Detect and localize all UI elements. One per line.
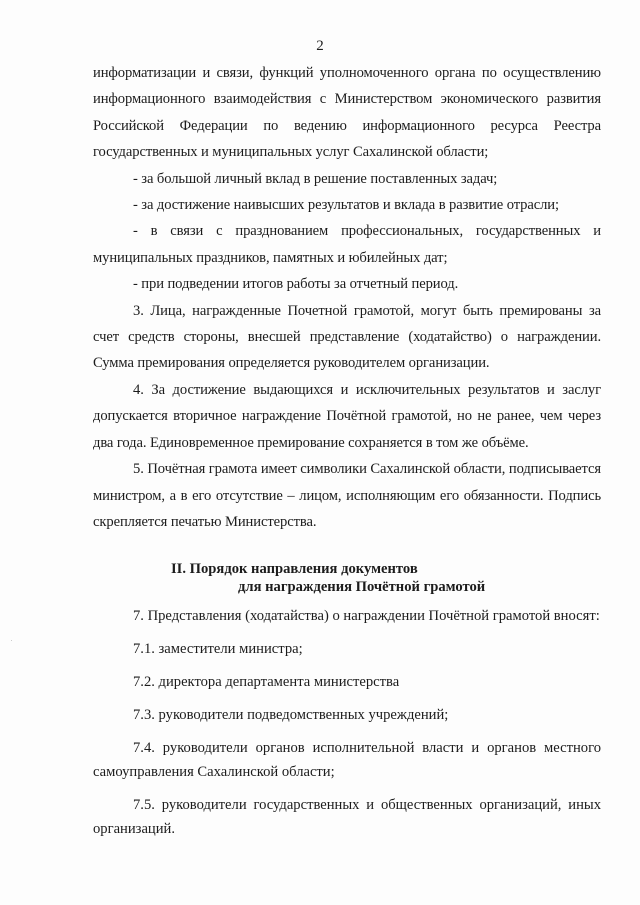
paragraph: - в связи с празднованием профессиональных, государственных и муниципальных праздников, памятных и юбилейных дат; bbox=[93, 223, 601, 266]
list-item: 7. Представления (ходатайства) о награждении Почётной грамотой вносят: bbox=[133, 608, 600, 624]
document-body bbox=[93, 60, 601, 535]
list-item: 7.3. руководители подведомственных учреждений; bbox=[133, 707, 449, 723]
list-item: 7.5. руководители государственных и общественных организаций, иных организаций. bbox=[93, 797, 601, 837]
section-heading bbox=[93, 560, 601, 596]
scan-artifact bbox=[11, 640, 12, 641]
list-item: 7.2. директора департамента министерства bbox=[133, 674, 400, 690]
page-number: 2 bbox=[316, 38, 324, 54]
nomination-list bbox=[93, 604, 601, 841]
paragraph: - при подведении итогов работы за отчетный период. bbox=[133, 276, 459, 293]
paragraph: 5. Почётная грамота имеет символики Сахалинской области, подписывается министром, а в его отсутствие – лицом, исполняющим его обязанности. Подпись скрепляется печатью Министерства. bbox=[93, 461, 601, 530]
paragraph: информатизации и связи, функций уполномоченного органа по осуществлению информационного взаимодействия с Министерством экономического развития Российской Федерации по ведению информационного ресурса Реестра государственных и муниципальных услуг Сахалинской области; bbox=[93, 65, 601, 161]
list-item: 7.1. заместители министра; bbox=[133, 641, 303, 657]
paragraph: 3. Лица, награжденные Почетной грамотой, могут быть премированы за счет средств стороны, внесшей представление (ходатайство) о награждении. Сумма премирования определяется руководителем организации. bbox=[93, 302, 601, 372]
paragraph: - за достижение наивысших результатов и вклада в развитие отрасли; bbox=[133, 197, 559, 214]
section-heading-line2: для награждения Почётной грамотой bbox=[238, 579, 486, 595]
paragraph: - за большой личный вклад в решение поставленных задач; bbox=[133, 170, 498, 187]
paragraph: 4. За достижение выдающихся и исключительных результатов и заслуг допускается вторичное награждение Почётной грамотой, но не ранее, чем через два года. Единовременное премирование сохраняется в том же объёме. bbox=[93, 381, 601, 451]
list-item: 7.4. руководители органов исполнительной власти и органов местного самоуправления Сахалинской области; bbox=[93, 740, 601, 780]
section-heading-line1: II. Порядок направления документов bbox=[171, 561, 418, 577]
